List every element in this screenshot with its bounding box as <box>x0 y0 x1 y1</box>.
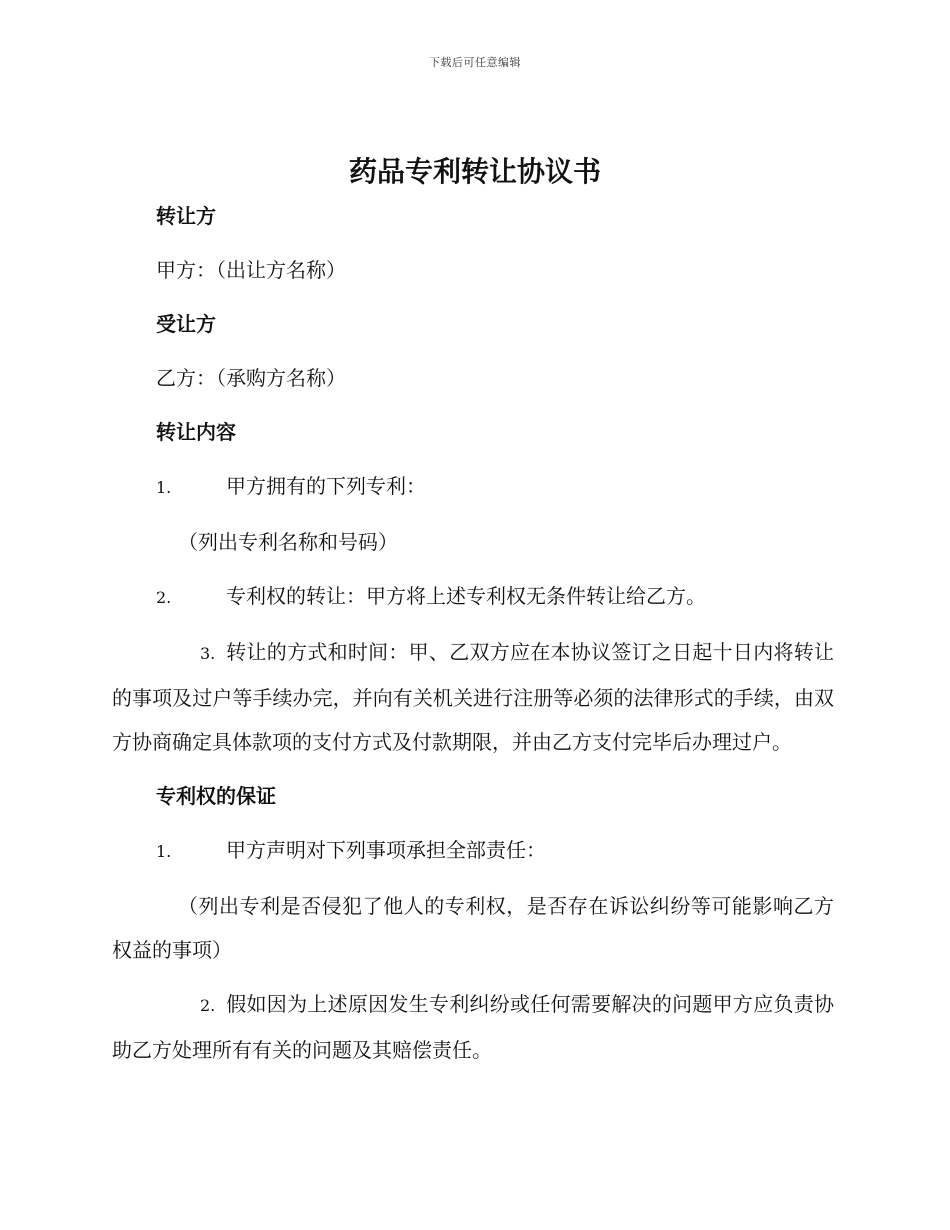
guarantee-heading: 专利权的保证 <box>156 784 276 808</box>
guarantee-item-1 <box>112 828 834 874</box>
item-text: 假如因为上述原因发生专利纠纷或任何需要解决的问题甲方应负责协助乙方处理所有有关的问题及其赔偿责任。 <box>112 992 834 1062</box>
item-text: 专利权的转让：甲方将上述专利权无条件转让给乙方。 <box>226 584 706 608</box>
item-number: 2. <box>156 588 172 607</box>
guarantee-item-2 <box>112 982 834 1072</box>
party-a-line: 甲方：（出让方名称） <box>156 258 346 282</box>
item-text: 甲方声明对下列事项承担全部责任： <box>226 838 546 862</box>
content-item-1-note: （列出专利名称和号码） <box>178 530 398 554</box>
content-item-2 <box>112 574 834 620</box>
document-title: 药品专利转让协议书 <box>348 155 601 188</box>
item-number: 3. <box>200 644 216 663</box>
transferee-heading: 受让方 <box>156 312 216 336</box>
item-number: 1. <box>156 478 172 497</box>
guarantee-item-1-note: （列出专利是否侵犯了他人的专利权，是否存在诉讼纠纷等可能影响乙方权益的事项） <box>112 894 834 962</box>
item-number: 1. <box>156 842 172 861</box>
item-number: 2. <box>200 996 216 1015</box>
item-text: 甲方拥有的下列专利： <box>226 474 426 498</box>
item-text: 转让的方式和时间：甲、乙双方应在本协议签订之日起十日内将转让的事项及过户等手续办完，并向有关机关进行注册等必须的法律形式的手续，由双方协商确定具体款项的支付方式及付款期限，并由乙方支付完毕后办理过户。 <box>112 640 834 754</box>
content-item-3 <box>112 630 834 764</box>
party-b-line: 乙方：（承购方名称） <box>156 366 346 390</box>
content-heading: 转让内容 <box>156 420 236 444</box>
document-body <box>112 194 834 1082</box>
transferor-heading: 转让方 <box>156 204 216 228</box>
header-note: 下载后可任意编辑 <box>429 56 521 69</box>
content-item-1 <box>112 464 834 510</box>
